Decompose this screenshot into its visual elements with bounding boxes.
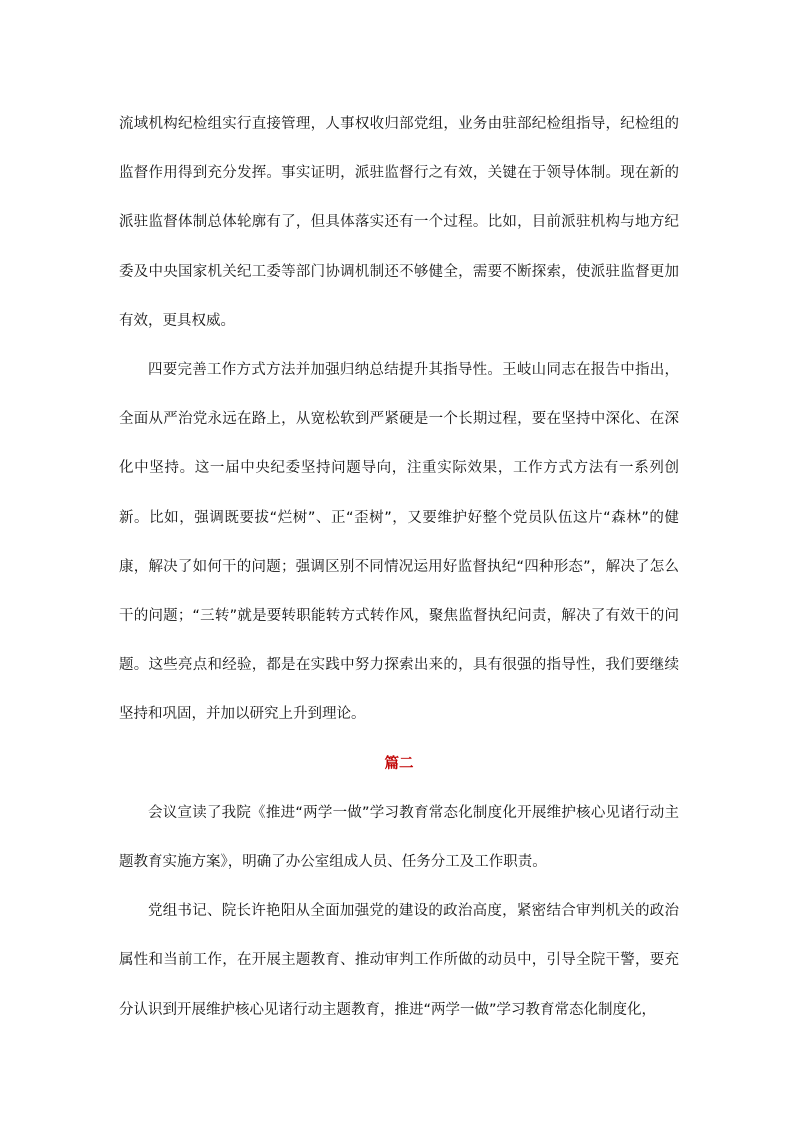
paragraph-1: 流域机构纪检组实行直接管理，人事权收归部党组，业务由驻部纪检组指导，纪检组的监督作用得到充分发挥。事实证明，派驻监督行之有效，关键在于领导体制。现在新的派驻监督体制总体轮廓有了，但具体落实还有一个过程。比如，目前派驻机构与地方纪委及中央国家机关纪工委等部门协调机制还不够健全，需要不断探索，使派驻监督更加有效，更具权威。 [119, 116, 679, 329]
paragraph-4: 党组书记、院长许艳阳从全面加强党的建设的政治高度，紧密结合审判机关的政治属性和当前工作，在开展主题教育、推动审判工作所做的动员中，引导全院干警，要充分认识到开展维护核心见诸行动主题教育，推进“两学一做”学习教育常态化制度化， [119, 903, 679, 1018]
document-body [119, 100, 679, 1035]
paragraph-2: 四要完善工作方式方法并加强归纳总结提升其指导性。王岐山同志在报告中指出，全面从严治党永远在路上，从宽松软到严紧硬是一个长期过程，要在坚持中深化、在深化中坚持。这一届中央纪委坚持问题导向，注重实际效果，工作方式方法有一系列创新。比如，强调既要拔“烂树”、正“歪树”，又要维护好整个党员队伍这片“森林”的健康，解决了如何干的问题；强调区别不同情况运用好监督执纪“四种形态”，解决了怎么干的问题；“三转”就是要转职能转方式转作风，聚焦监督执纪问责，解决了有效干的问题。这些亮点和经验，都是在实践中努力探索出来的，具有很强的指导性，我们要继续坚持和巩固，并加以研究上升到理论。 [119, 362, 679, 723]
paragraph-3: 会议宣读了我院《推进“两学一做”学习教育常态化制度化开展维护核心见诸行动主题教育实施方案》，明确了办公室组成人员、任务分工及工作职责。 [119, 804, 679, 871]
section-heading: 篇二 [384, 755, 414, 772]
